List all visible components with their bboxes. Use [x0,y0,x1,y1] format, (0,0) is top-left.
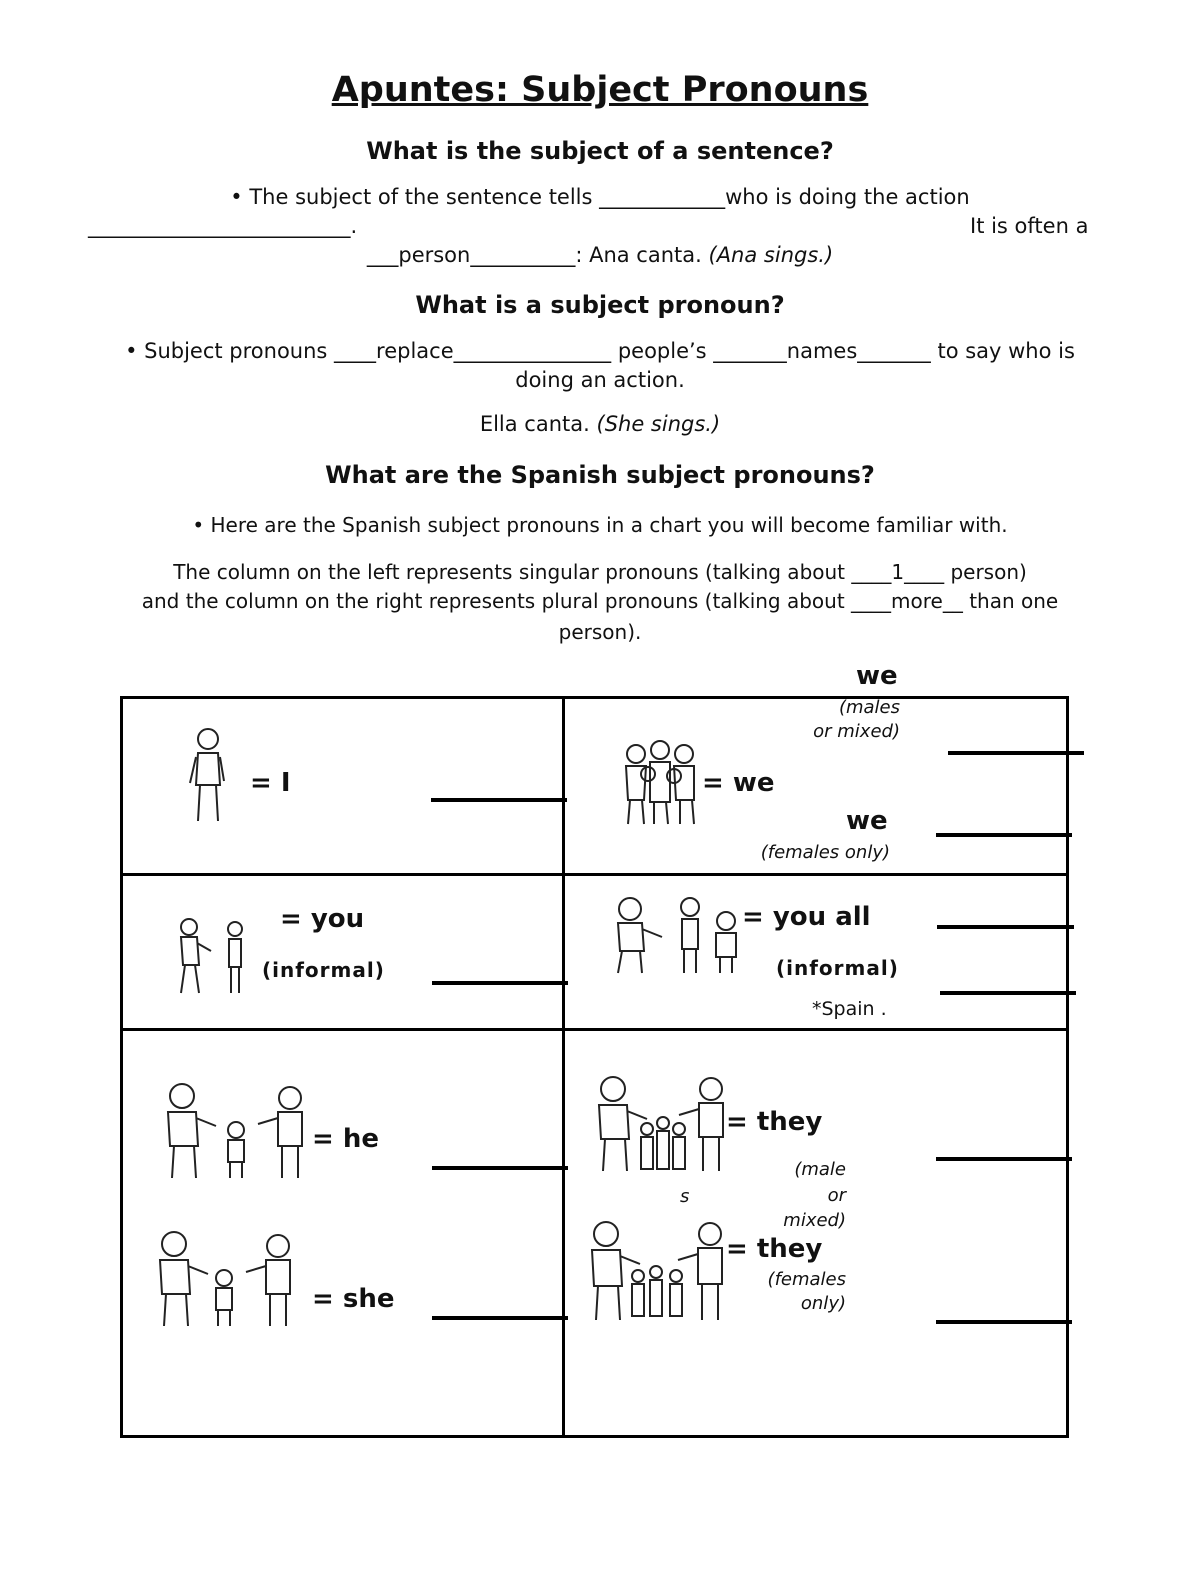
p1-line3 [0,243,1200,267]
p1-line1: • The subject of the sentence tells ____________who is doing the action [230,185,970,209]
blank-yo[interactable] [431,798,567,802]
blank-nosotras[interactable] [936,833,1072,837]
p3-bullet: • Here are the Spanish subject pronouns in a chart you will become familiar with. [192,513,1008,537]
blank-nosotros[interactable] [948,751,1084,755]
blank-ellos[interactable] [936,1157,1072,1161]
chart-divider-row2 [120,1028,1069,1031]
she-pointing-figures-icon [152,1230,302,1330]
p3-line1: The column on the left represents singular pronouns (talking about ____1____ person) [173,560,1027,584]
stray-s: s [680,1186,690,1207]
label-i: = I [250,768,291,798]
label-we-mid: = we [702,768,775,798]
chart-divider-vertical [562,696,565,1438]
label-they-1: = they [726,1107,823,1137]
note-they2-1: (females [767,1269,846,1290]
page-title: Apuntes: Subject Pronouns [331,70,869,110]
chart-divider-row1 [120,873,1069,876]
blank-ella[interactable] [432,1316,568,1320]
person-figure-icon [186,727,230,825]
p2-ex-b: (She sings.) [596,412,721,436]
label-they-2: = they [726,1234,823,1264]
label-you: = you [280,904,365,934]
note-they1-2: or [827,1185,846,1206]
label-you-all-informal: (informal) [776,956,899,980]
label-you-all: = you all [742,902,871,932]
note-they1-1: (male [794,1159,846,1180]
label-he: = he [312,1124,379,1154]
heading-spanish-pronouns: What are the Spanish subject pronouns? [325,461,875,489]
note-we-males-2: or mixed) [813,721,900,742]
p3-line2: and the column on the right represents plural pronouns (talking about ____more__ than one [141,589,1059,613]
p2-line2: doing an action. [515,368,685,392]
label-you-informal: (informal) [262,958,385,982]
label-she: = she [312,1284,395,1314]
heading-subject: What is the subject of a sentence? [366,137,834,165]
two-figures-icon [175,917,251,997]
blank-tu[interactable] [432,981,568,985]
p1-line2b: It is often a [970,214,1089,238]
blank-ellas[interactable] [936,1320,1072,1324]
p3-line3: person). [558,620,642,644]
heading-subject-pronoun: What is a subject pronoun? [415,291,785,319]
p1-line2a: _________________________. [88,214,358,238]
note-they1-3: mixed) [783,1210,846,1231]
group-figures-icon [622,740,700,828]
note-we-fem: (females only) [760,842,890,863]
p1-line3a: ___person__________: Ana canta. [366,243,709,267]
label-we-fem: we [846,806,888,836]
blank-vosotros[interactable] [937,925,1074,929]
p2-example [0,412,1200,436]
p2-line1: • Subject pronouns ____replace_______________ people’s _______names_______ to say who is [125,339,1075,363]
p2-ex-a: Ella canta. [479,412,597,436]
group-pointing-icon [610,895,746,975]
he-pointing-figures-icon [160,1082,310,1182]
blank-vosotras[interactable] [940,991,1076,995]
note-spain: *Spain . [812,998,887,1020]
note-they2-2: only) [800,1293,846,1314]
p1-line3b: (Ana sings.) [708,243,834,267]
note-we-males-1: (males [838,697,900,718]
blank-el[interactable] [432,1166,568,1170]
label-we-top: we [856,661,898,691]
